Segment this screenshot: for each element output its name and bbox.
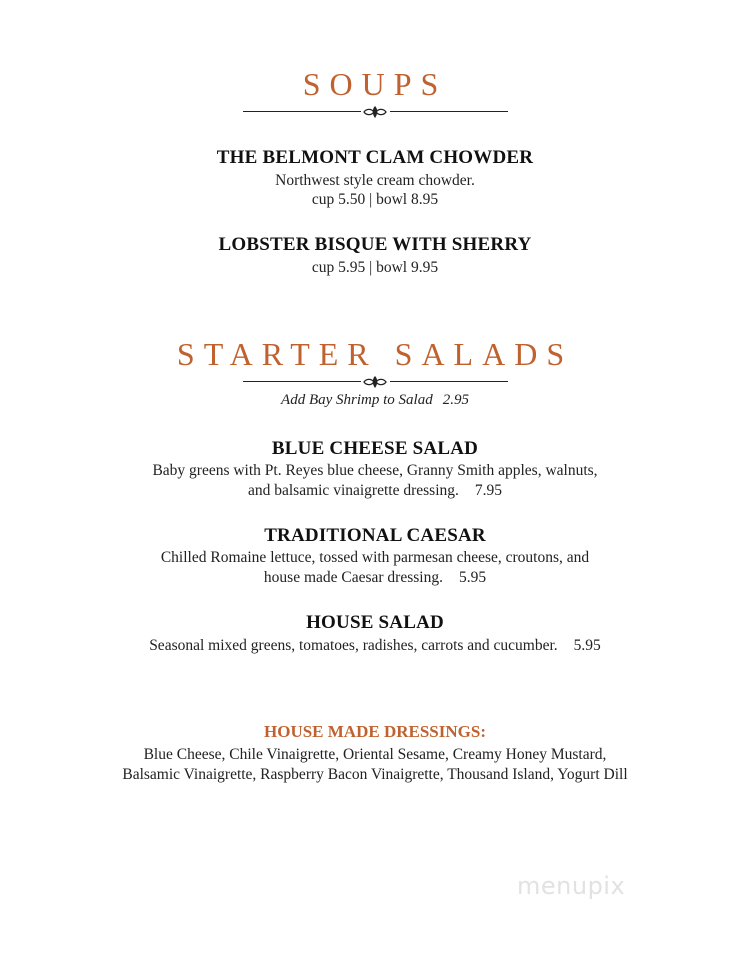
watermark-logo: menupix [517, 872, 626, 900]
salads-heading: STARTER SALADS [176, 336, 574, 372]
soups-heading: SOUPS [302, 66, 448, 102]
soup-item-title: LOBSTER BISQUE WITH SHERRY [218, 234, 532, 255]
salad-item-price: 5.95 [458, 569, 487, 586]
dressings-heading: HOUSE MADE DRESSINGS: [264, 722, 486, 741]
salad-item-title: TRADITIONAL CAESAR [264, 525, 486, 546]
salad-addon-label: Add Bay Shrimp to Salad [281, 392, 433, 408]
salad-item-desc: house made Caesar dressing. 5.95 [263, 569, 487, 586]
salads-divider [243, 375, 508, 389]
dressings-list-line: Blue Cheese, Chile Vinaigrette, Oriental Sesame, Creamy Honey Mustard, [143, 746, 607, 763]
soups-divider [243, 105, 508, 119]
salad-item-title: BLUE CHEESE SALAD [271, 438, 479, 459]
ornament-icon [362, 375, 388, 389]
soup-item-price: cup 5.95 | bowl 9.95 [311, 259, 439, 276]
salad-item-desc: Baby greens with Pt. Reyes blue cheese, Granny Smith apples, walnuts, [152, 462, 598, 479]
salad-item-price: 7.95 [474, 482, 503, 499]
soup-item-desc: Northwest style cream chowder. [275, 172, 475, 189]
salad-item-desc: Seasonal mixed greens, tomatoes, radishes, carrots and cucumber. 5.95 [149, 637, 601, 654]
soup-item-price: cup 5.50 | bowl 8.95 [311, 191, 439, 208]
dressings-list-line: Balsamic Vinaigrette, Raspberry Bacon Vinaigrette, Thousand Island, Yogurt Dill [122, 766, 628, 783]
soup-item-title: THE BELMONT CLAM CHOWDER [216, 147, 534, 168]
salad-addon [0, 392, 750, 409]
salad-item-desc: and balsamic vinaigrette dressing. 7.95 [247, 482, 503, 499]
salad-item-price: 5.95 [573, 637, 601, 654]
ornament-icon [362, 105, 388, 119]
salad-item-title: HOUSE SALAD [306, 612, 444, 633]
salad-item-desc: Chilled Romaine lettuce, tossed with parmesan cheese, croutons, and [160, 549, 590, 566]
salad-addon-price: 2.95 [442, 392, 469, 408]
